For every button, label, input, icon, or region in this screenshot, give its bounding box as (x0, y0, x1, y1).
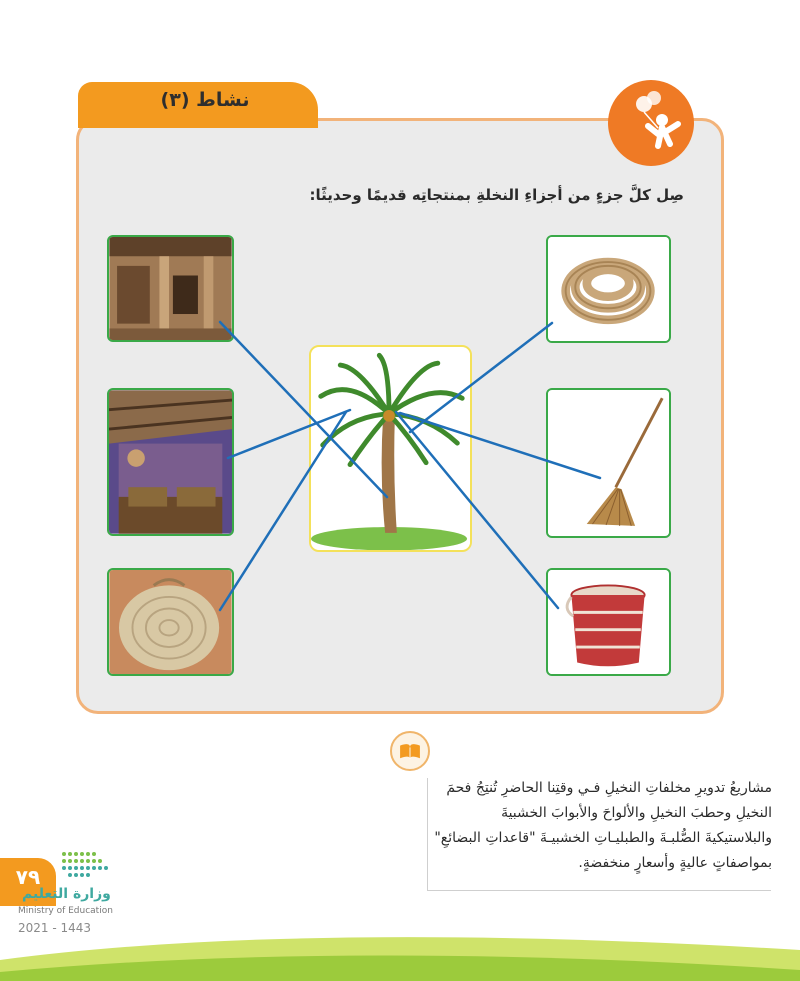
broom-illustration (548, 390, 669, 536)
basket-image[interactable] (546, 568, 671, 676)
book-icon (390, 731, 430, 771)
ministry-name-english: Ministry of Education (18, 906, 113, 916)
woven-mat-image[interactable] (107, 568, 234, 676)
old-house-image[interactable] (107, 235, 234, 342)
tent-image[interactable] (107, 388, 234, 536)
palm-tent-illustration (109, 390, 232, 534)
rope-image[interactable] (546, 235, 671, 343)
note-border-bottom (427, 890, 771, 891)
basket-illustration (548, 570, 669, 674)
footer-swoosh (0, 900, 800, 981)
ministry-name-arabic: وزارة التعليم (22, 886, 111, 902)
activity-instruction: صِل كلَّ جزءٍ من أجزاءِ النخلةِ بمنتجاتِه قديمًا وحديثًا: (309, 186, 684, 204)
activity-badge (608, 80, 694, 166)
palm-tree-image[interactable] (309, 345, 472, 552)
note-border-left (427, 778, 428, 890)
rope-illustration (548, 237, 669, 341)
ministry-logo-icon (56, 848, 126, 882)
woven-mat-illustration (109, 570, 232, 674)
child-with-balloons-icon (608, 80, 694, 166)
old-house-illustration (109, 237, 232, 340)
activity-title: نشاط (٣) (160, 89, 250, 111)
page-number: ٧٩ (15, 865, 41, 889)
broom-image[interactable] (546, 388, 671, 538)
academic-year: 2021 - 1443 (18, 921, 92, 935)
palm-tree-illustration (311, 347, 470, 550)
note-text: مشاريعُ تدويرِ مخلفاتِ النخيلِ فـي وقتِنا الحاضرِ تُنتِجُ فحمَ النخيلِ وحطبَ النخيلِ والألواحَ والأبوابَ الخشبيةَ والبلاستيكيةَ الصُّلبـةَ والطبليـاتِ الخشبيـةَ "قاعداتِ البضائعِ" بمواصفاتٍ عاليةٍ وأسعارٍ منخفضةٍ. (434, 780, 772, 871)
